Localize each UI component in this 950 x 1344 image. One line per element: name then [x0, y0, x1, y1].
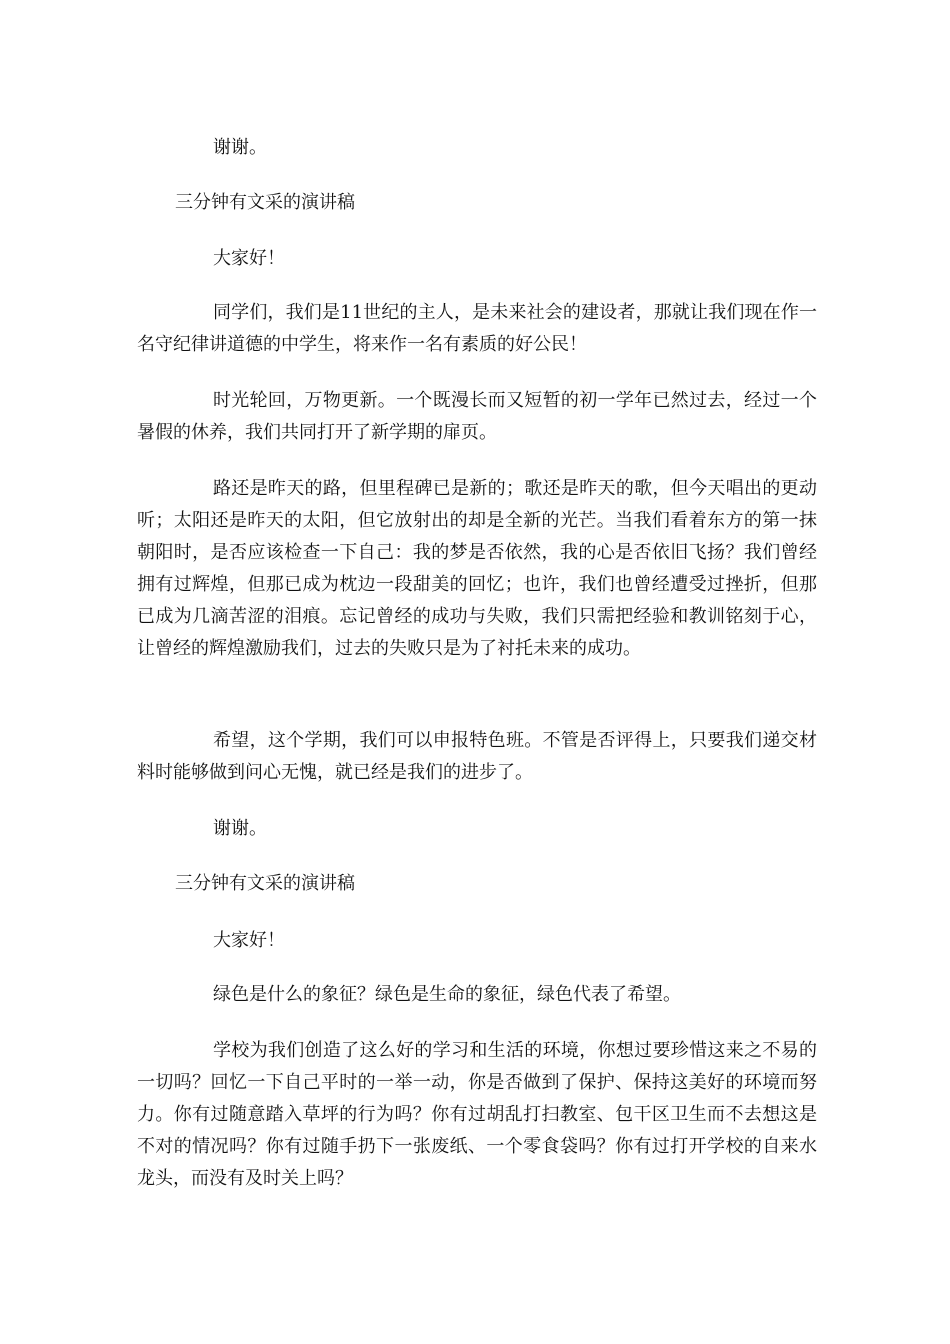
closing-thanks-2: 谢谢。	[213, 818, 267, 839]
paragraph-hope: 希望，这个学期，我们可以申报特色班。不管是否评得上，只要我们递交材料时能够做到问心无愧，就已经是我们的进步了。	[137, 730, 817, 783]
paragraph-green: 绿色是什么的象征？绿色是生命的象征，绿色代表了希望。	[213, 984, 681, 1005]
paragraph-school: 学校为我们创造了这么好的学习和生活的环境，你想过要珍惜这来之不易的一切吗？回忆一下自己平时的一举一动，你是否做到了保护、保持这美好的环境而努力。你有过随意踏入草坪的行为吗？你有过胡乱打扫教室、包干区卫生而不去想这是不对的情况吗？你有过随手扔下一张废纸、一个零食袋吗？你有过打开学校的自来水龙头，而没有及时关上吗？	[137, 1040, 817, 1189]
greeting: 大家好！	[213, 248, 285, 269]
speech-title-2: 三分钟有文采的演讲稿	[175, 873, 355, 894]
paragraph-time: 时光轮回，万物更新。一个既漫长而又短暂的初一学年已然过去，经过一个暑假的休养，我们共同打开了新学期的扉页。	[137, 390, 817, 443]
paragraph-road: 路还是昨天的路，但里程碑已是新的；歌还是昨天的歌，但今天唱出的更动听；太阳还是昨天的太阳，但它放射出的却是全新的光芒。当我们看着东方的第一抹朝阳时，是否应该检查一下自己：我的梦是否依然，我的心是否依旧飞扬？我们曾经拥有过辉煌，但那已成为枕边一段甜美的回忆；也许，我们也曾经遭受过挫折，但那已成为几滴苦涩的泪痕。忘记曾经的成功与失败，我们只需把经验和教训铭刻于心，让曾经的辉煌激励我们，过去的失败只是为了衬托未来的成功。	[137, 478, 817, 659]
paragraph-students: 同学们，我们是11世纪的主人，是未来社会的建设者，那就让我们现在作一名守纪律讲道德的中学生，将来作一名有素质的好公民！	[137, 302, 817, 355]
speech-title: 三分钟有文采的演讲稿	[175, 192, 355, 213]
closing-thanks: 谢谢。	[213, 137, 267, 158]
greeting-2: 大家好！	[213, 930, 285, 951]
